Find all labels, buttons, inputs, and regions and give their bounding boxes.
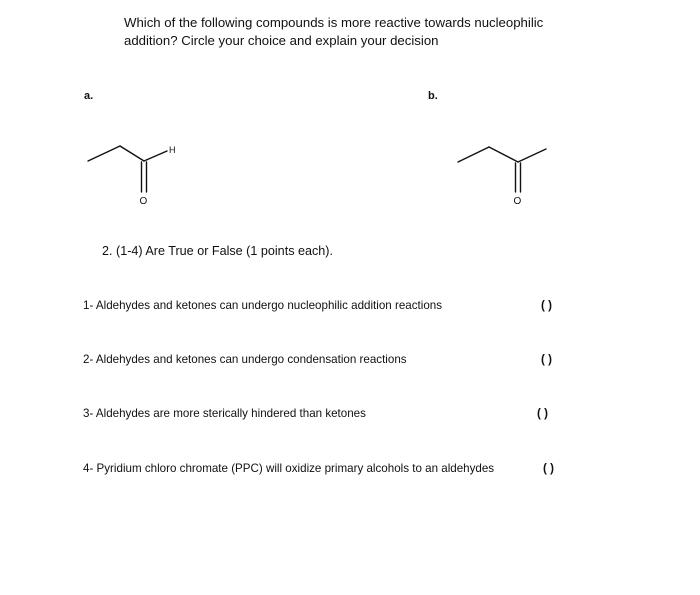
question2-header: 2. (1-4) Are True or False (1 points each). (102, 244, 333, 258)
option-a-label[interactable]: a. (84, 90, 94, 102)
structure-a-bond-2 (120, 146, 144, 161)
structure-b-atom-o: O (513, 196, 522, 207)
statement-2: 2- Aldehydes and ketones can undergo condensation reactions (83, 353, 407, 366)
answer-blank-4[interactable]: ( ) (543, 462, 554, 475)
structure-b-ketone[interactable] (458, 147, 546, 192)
answer-blank-1[interactable]: ( ) (541, 299, 552, 312)
statement-1: 1- Aldehydes and ketones can undergo nucleophilic addition reactions (83, 299, 443, 312)
question1-line1: Which of the following compounds is more reactive towards nucleophilic (124, 15, 544, 30)
answer-blank-3[interactable]: ( ) (537, 407, 548, 420)
option-b-label[interactable]: b. (428, 90, 438, 102)
structure-a-atom-o: O (139, 196, 148, 207)
structure-a-bond-ch (144, 151, 167, 161)
statement-3: 3- Aldehydes are more sterically hindered than ketones (83, 407, 366, 420)
structure-b-bond-3 (518, 149, 546, 162)
structure-a-atom-h: H (169, 145, 176, 155)
answer-blank-2[interactable]: ( ) (541, 353, 552, 366)
structure-b-bond-2 (489, 147, 518, 162)
question1-line2: addition? Circle your choice and explain your decision (124, 33, 439, 48)
structure-a-bond-1 (88, 146, 120, 161)
structure-b-bond-1 (458, 147, 489, 162)
structure-a-aldehyde[interactable] (88, 146, 167, 192)
statement-4: 4- Pyridium chloro chromate (PPC) will oxidize primary alcohols to an aldehydes (83, 462, 495, 475)
